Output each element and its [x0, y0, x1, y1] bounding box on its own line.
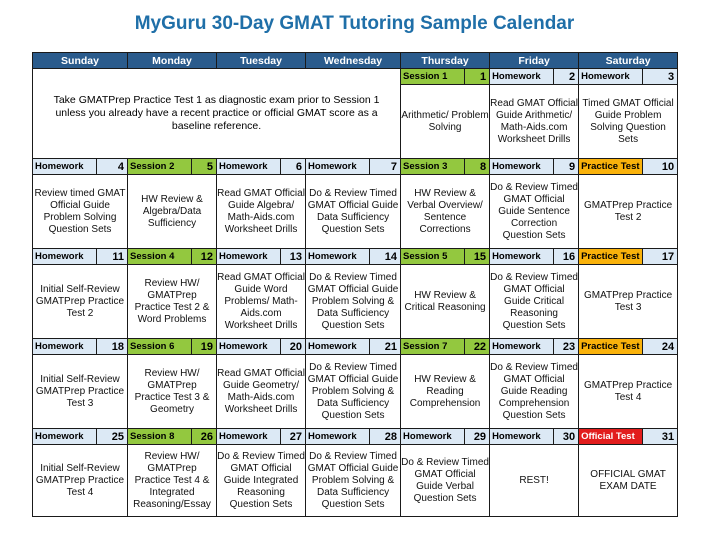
day-content: Review HW/ GMATPrep Practice Test 3 & Geometry: [128, 355, 217, 429]
day-number: 23: [554, 339, 579, 355]
day-content: Do & Review Timed GMAT Official Guide Verbal Question Sets: [401, 445, 490, 517]
day-number: 28: [370, 429, 401, 445]
day-number: 27: [281, 429, 306, 445]
day-number: 26: [192, 429, 217, 445]
day-label: Official Test: [579, 429, 643, 445]
day-number: 20: [281, 339, 306, 355]
day-number: 12: [192, 249, 217, 265]
day-label: Practice Test: [579, 159, 643, 175]
day-number: 29: [465, 429, 490, 445]
day-header-row: [33, 53, 678, 69]
day-number: 25: [97, 429, 128, 445]
week-2-label-row: [33, 159, 678, 175]
day-label: Homework: [217, 159, 281, 175]
day-content: Timed GMAT Official Guide Problem Solving Question Sets: [579, 85, 678, 159]
day-number: 11: [97, 249, 128, 265]
day-content: HW Review & Verbal Overview/ Sentence Corrections: [401, 175, 490, 249]
week-4-label-row: [33, 339, 678, 355]
day-content: Do & Review Timed GMAT Official Guide Sentence Correction Question Sets: [490, 175, 579, 249]
day-number: 13: [281, 249, 306, 265]
day-number: 30: [554, 429, 579, 445]
week-4-content-row: [33, 355, 678, 429]
day-content: Initial Self-Review GMATPrep Practice Test 2: [33, 265, 128, 339]
day-label: Homework: [33, 159, 97, 175]
day-number: 17: [643, 249, 678, 265]
day-header-tuesday: Tuesday: [217, 53, 306, 69]
day-label: Homework: [490, 159, 554, 175]
day-number: 31: [643, 429, 678, 445]
day-content: Read GMAT Official Guide Arithmetic/ Math-Aids.com Worksheet Drills: [490, 85, 579, 159]
day-header-saturday: Saturday: [579, 53, 678, 69]
day-content: Do & Review Timed GMAT Official Guide Problem Solving & Data Sufficiency Question Sets: [306, 355, 401, 429]
week-5-label-row: [33, 429, 678, 445]
day-content: Read GMAT Official Guide Algebra/ Math-Aids.com Worksheet Drills: [217, 175, 306, 249]
day-label: Homework: [306, 159, 370, 175]
day-label: Homework: [490, 339, 554, 355]
day-label: Session 8: [128, 429, 192, 445]
day-header-monday: Monday: [128, 53, 217, 69]
day-content: Do & Review Timed GMAT Official Guide Problem Solving & Data Sufficiency Question Sets: [306, 445, 401, 517]
week-2-content-row: [33, 175, 678, 249]
day-number: 3: [643, 69, 678, 85]
day-label: Homework: [217, 339, 281, 355]
day-content: Read GMAT Official Guide Geometry/ Math-Aids.com Worksheet Drills: [217, 355, 306, 429]
day-number: 21: [370, 339, 401, 355]
day-content: Do & Review Timed GMAT Official Guide Data Sufficiency Question Sets: [306, 175, 401, 249]
day-number: 19: [192, 339, 217, 355]
day-number: 1: [465, 69, 490, 85]
week-1-label-row: [33, 69, 678, 85]
day-content: Review HW/ GMATPrep Practice Test 4 & Integrated Reasoning/Essay: [128, 445, 217, 517]
day-content: OFFICIAL GMAT EXAM DATE: [579, 445, 678, 517]
day-content: GMATPrep Practice Test 4: [579, 355, 678, 429]
day-header-thursday: Thursday: [401, 53, 490, 69]
day-label: Homework: [217, 249, 281, 265]
calendar-table: [32, 52, 678, 517]
day-label: Session 5: [401, 249, 465, 265]
day-label: Homework: [306, 249, 370, 265]
day-number: 24: [643, 339, 678, 355]
day-label: Homework: [490, 69, 554, 85]
day-label: Practice Test: [579, 249, 643, 265]
day-number: 5: [192, 159, 217, 175]
day-number: 22: [465, 339, 490, 355]
day-label: Homework: [306, 429, 370, 445]
day-content: Do & Review Timed GMAT Official Guide Problem Solving & Data Sufficiency Question Sets: [306, 265, 401, 339]
day-number: 7: [370, 159, 401, 175]
day-header-sunday: Sunday: [33, 53, 128, 69]
day-label: Session 1: [401, 69, 465, 85]
day-number: 8: [465, 159, 490, 175]
day-label: Session 7: [401, 339, 465, 355]
day-label: Homework: [306, 339, 370, 355]
day-number: 2: [554, 69, 579, 85]
day-label: Practice Test: [579, 339, 643, 355]
day-label: Homework: [490, 249, 554, 265]
day-label: Homework: [33, 249, 97, 265]
day-label: Session 4: [128, 249, 192, 265]
day-content: Do & Review Timed GMAT Official Guide Integrated Reasoning Question Sets: [217, 445, 306, 517]
day-content: Initial Self-Review GMATPrep Practice Test 3: [33, 355, 128, 429]
day-number: 9: [554, 159, 579, 175]
day-content: HW Review & Critical Reasoning: [401, 265, 490, 339]
day-number: 16: [554, 249, 579, 265]
day-number: 18: [97, 339, 128, 355]
day-label: Homework: [33, 339, 97, 355]
day-header-friday: Friday: [490, 53, 579, 69]
day-content: HW Review & Reading Comprehension: [401, 355, 490, 429]
day-label: Session 3: [401, 159, 465, 175]
day-number: 4: [97, 159, 128, 175]
week-3-content-row: [33, 265, 678, 339]
diagnostic-note: Take GMATPrep Practice Test 1 as diagnostic exam prior to Session 1 unless you already have a recent practice or official GMAT score as a baseline reference.: [33, 69, 401, 159]
day-header-wednesday: Wednesday: [306, 53, 401, 69]
day-number: 15: [465, 249, 490, 265]
day-content: Initial Self-Review GMATPrep Practice Test 4: [33, 445, 128, 517]
day-content: Do & Review Timed GMAT Official Guide Critical Reasoning Question Sets: [490, 265, 579, 339]
day-content: Read GMAT Official Guide Word Problems/ Math-Aids.com Worksheet Drills: [217, 265, 306, 339]
day-content: Arithmetic/ Problem Solving: [401, 85, 490, 159]
day-content: REST!: [490, 445, 579, 517]
day-number: 14: [370, 249, 401, 265]
day-label: Homework: [401, 429, 465, 445]
day-content: GMATPrep Practice Test 2: [579, 175, 678, 249]
day-content: GMATPrep Practice Test 3: [579, 265, 678, 339]
day-label: Session 2: [128, 159, 192, 175]
day-number: 10: [643, 159, 678, 175]
day-content: Do & Review Timed GMAT Official Guide Reading Comprehension Question Sets: [490, 355, 579, 429]
day-label: Homework: [217, 429, 281, 445]
page-title: MyGuru 30-Day GMAT Tutoring Sample Calendar: [134, 13, 575, 34]
day-number: 6: [281, 159, 306, 175]
day-label: Homework: [579, 69, 643, 85]
day-content: HW Review & Algebra/Data Sufficiency: [128, 175, 217, 249]
week-3-label-row: [33, 249, 678, 265]
day-label: Session 6: [128, 339, 192, 355]
day-content: Review timed GMAT Official Guide Problem Solving Question Sets: [33, 175, 128, 249]
day-content: Review HW/ GMATPrep Practice Test 2 & Word Problems: [128, 265, 217, 339]
day-label: Homework: [490, 429, 554, 445]
day-label: Homework: [33, 429, 97, 445]
week-5-content-row: [33, 445, 678, 517]
